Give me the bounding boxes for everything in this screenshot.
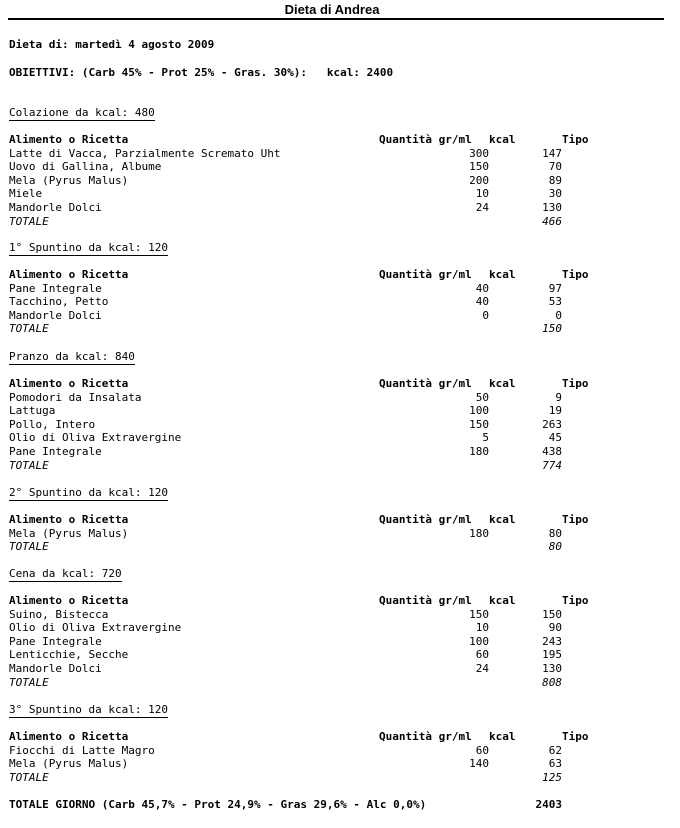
food-qty: 150 — [469, 417, 489, 431]
food-qty: 24 — [475, 200, 489, 214]
document-title: Dieta di Andrea — [284, 2, 380, 17]
meal-title-text: 1° Spuntino da kcal: 120 — [9, 241, 168, 254]
food-qty: 10 — [475, 621, 489, 635]
col-header-tipo: Tipo — [562, 513, 589, 526]
meal-title — [9, 241, 168, 255]
food-name: Pollo, Intero — [9, 417, 96, 431]
col-header-kcal: kcal — [489, 594, 516, 607]
food-qty: 150 — [469, 607, 489, 621]
meal-title — [9, 106, 155, 120]
total-label: TOTALE — [9, 675, 49, 689]
food-kcal: 438 — [542, 444, 562, 458]
col-header-kcal: kcal — [489, 730, 516, 743]
col-header-name: Alimento o Ricetta — [9, 133, 129, 146]
col-header-tipo: Tipo — [562, 377, 589, 390]
total-label: TOTALE — [9, 322, 49, 336]
table-row — [9, 527, 634, 541]
food-kcal: 130 — [542, 200, 562, 214]
food-tipo — [562, 662, 634, 676]
food-name: Pane Integrale — [9, 634, 102, 648]
meal-table — [9, 594, 634, 689]
food-kcal: 263 — [542, 417, 562, 431]
food-tipo — [562, 309, 634, 323]
table-row — [9, 431, 634, 445]
meal-title — [9, 703, 168, 717]
food-kcal: 70 — [548, 160, 562, 174]
table-row — [9, 648, 634, 662]
food-qty: 5 — [482, 431, 489, 445]
food-kcal: 63 — [548, 757, 562, 771]
total-qty — [379, 215, 489, 229]
food-kcal: 45 — [548, 431, 562, 445]
total-tipo — [562, 540, 634, 554]
col-header-name: Alimento o Ricetta — [9, 377, 129, 390]
total-kcal: 80 — [548, 540, 562, 554]
col-header-qty: Quantità gr/ml — [379, 377, 472, 390]
food-qty: 24 — [475, 661, 489, 675]
food-name: Olio di Oliva Extravergine — [9, 621, 182, 635]
food-name: Pane Integrale — [9, 281, 102, 295]
meal-title — [9, 567, 122, 581]
food-name: Tacchino, Petto — [9, 295, 109, 309]
food-kcal: 150 — [542, 607, 562, 621]
food-kcal: 89 — [548, 173, 562, 187]
meal-title-text: 3° Spuntino da kcal: 120 — [9, 703, 168, 716]
table-row — [9, 309, 634, 323]
food-qty: 150 — [469, 160, 489, 174]
table-header-row — [9, 513, 634, 527]
food-name: Mela (Pyrus Malus) — [9, 173, 129, 187]
table-header-row — [9, 268, 634, 282]
food-tipo — [562, 391, 634, 405]
table-row — [9, 621, 634, 635]
total-row — [9, 215, 634, 229]
total-tipo — [562, 459, 634, 473]
food-name: Mandorle Dolci — [9, 661, 102, 675]
food-tipo — [562, 648, 634, 662]
food-qty: 300 — [469, 146, 489, 160]
food-kcal: 90 — [548, 621, 562, 635]
table-header-row — [9, 133, 634, 147]
food-kcal: 53 — [548, 295, 562, 309]
total-kcal: 808 — [542, 675, 562, 689]
total-label: TOTALE — [9, 458, 49, 472]
food-kcal: 80 — [548, 526, 562, 540]
food-tipo — [562, 282, 634, 296]
food-name: Mandorle Dolci — [9, 200, 102, 214]
col-header-kcal: kcal — [489, 377, 516, 390]
total-qty — [379, 322, 489, 336]
food-kcal: 97 — [548, 281, 562, 295]
food-name: Mela (Pyrus Malus) — [9, 526, 129, 540]
total-row — [9, 322, 634, 336]
food-tipo — [562, 160, 634, 174]
total-qty — [379, 676, 489, 690]
total-kcal: 774 — [542, 458, 562, 472]
total-row — [9, 771, 634, 785]
food-qty: 0 — [482, 308, 489, 322]
table-row — [9, 608, 634, 622]
meal-table — [9, 513, 634, 554]
total-tipo — [562, 215, 634, 229]
food-kcal: 195 — [542, 648, 562, 662]
col-header-tipo: Tipo — [562, 268, 589, 281]
col-header-tipo: Tipo — [562, 730, 589, 743]
table-row — [9, 174, 634, 188]
food-tipo — [562, 445, 634, 459]
food-kcal: 62 — [548, 743, 562, 757]
food-name: Lenticchie, Secche — [9, 648, 129, 662]
table-header-row — [9, 730, 634, 744]
col-header-kcal: kcal — [489, 133, 516, 146]
table-row — [9, 404, 634, 418]
col-header-tipo: Tipo — [562, 133, 589, 146]
meal-table — [9, 133, 634, 228]
total-label: TOTALE — [9, 770, 49, 784]
table-row — [9, 282, 634, 296]
table-row — [9, 160, 634, 174]
total-row — [9, 540, 634, 554]
food-tipo — [562, 757, 634, 771]
food-qty: 100 — [469, 634, 489, 648]
food-tipo — [562, 527, 634, 541]
table-row — [9, 147, 634, 161]
table-row — [9, 744, 634, 758]
food-name: Olio di Oliva Extravergine — [9, 431, 182, 445]
food-name: Miele — [9, 187, 43, 201]
food-qty: 40 — [475, 295, 489, 309]
food-name: Suino, Bistecca — [9, 607, 109, 621]
food-qty: 60 — [475, 743, 489, 757]
total-tipo — [562, 771, 634, 785]
food-kcal: 19 — [548, 404, 562, 418]
table-header-row — [9, 594, 634, 608]
col-header-qty: Quantità gr/ml — [379, 513, 472, 526]
food-tipo — [562, 201, 634, 215]
table-row — [9, 418, 634, 432]
total-kcal: 466 — [542, 214, 562, 228]
meal-title-text: Colazione da kcal: 480 — [9, 106, 155, 119]
col-header-qty: Quantità gr/ml — [379, 594, 472, 607]
table-row — [9, 201, 634, 215]
col-header-tipo: Tipo — [562, 594, 589, 607]
food-tipo — [562, 147, 634, 161]
col-header-qty: Quantità gr/ml — [379, 730, 472, 743]
food-name: Uovo di Gallina, Albume — [9, 160, 162, 174]
food-qty: 200 — [469, 173, 489, 187]
objectives: OBIETTIVI: (Carb 45% - Prot 25% - Gras. 30%): kcal: 2400 — [9, 66, 394, 79]
food-name: Fiocchi di Latte Magro — [9, 743, 155, 757]
total-qty — [379, 540, 489, 554]
food-qty: 180 — [469, 444, 489, 458]
food-tipo — [562, 404, 634, 418]
food-tipo — [562, 431, 634, 445]
table-row — [9, 187, 634, 201]
meal-table — [9, 268, 634, 336]
table-row — [9, 391, 634, 405]
food-tipo — [562, 187, 634, 201]
col-header-kcal: kcal — [489, 268, 516, 281]
table-header-row — [9, 377, 634, 391]
food-kcal: 9 — [555, 390, 562, 404]
total-kcal: 150 — [542, 322, 562, 336]
col-header-name: Alimento o Ricetta — [9, 513, 129, 526]
total-row — [9, 676, 634, 690]
day-total-kcal: 2403 — [535, 798, 562, 811]
food-qty: 10 — [475, 187, 489, 201]
title-divider — [8, 18, 664, 20]
food-tipo — [562, 621, 634, 635]
food-tipo — [562, 635, 634, 649]
meal-title-text: 2° Spuntino da kcal: 120 — [9, 486, 168, 499]
total-tipo — [562, 676, 634, 690]
food-qty: 40 — [475, 281, 489, 295]
col-header-name: Alimento o Ricetta — [9, 268, 129, 281]
food-tipo — [562, 295, 634, 309]
food-kcal: 0 — [555, 308, 562, 322]
total-label: TOTALE — [9, 214, 49, 228]
food-tipo — [562, 608, 634, 622]
table-row — [9, 662, 634, 676]
food-qty: 100 — [469, 404, 489, 418]
food-name: Pomodori da Insalata — [9, 390, 142, 404]
food-qty: 50 — [475, 390, 489, 404]
food-name: Latte di Vacca, Parzialmente Scremato Uht — [9, 146, 281, 160]
col-header-name: Alimento o Ricetta — [9, 594, 129, 607]
table-row — [9, 635, 634, 649]
diet-date: Dieta di: martedì 4 agosto 2009 — [9, 38, 215, 51]
day-total-label: TOTALE GIORNO (Carb 45,7% - Prot 24,9% - Gras 29,6% - Alc 0,0%) — [9, 798, 427, 811]
food-kcal: 130 — [542, 661, 562, 675]
total-label: TOTALE — [9, 540, 49, 554]
food-tipo — [562, 418, 634, 432]
table-row — [9, 295, 634, 309]
food-tipo — [562, 174, 634, 188]
meal-table — [9, 730, 634, 784]
meal-title-text: Cena da kcal: 720 — [9, 567, 122, 580]
total-tipo — [562, 322, 634, 336]
food-name: Lattuga — [9, 404, 56, 418]
total-qty — [379, 459, 489, 473]
food-tipo — [562, 744, 634, 758]
food-kcal: 30 — [548, 187, 562, 201]
food-name: Mela (Pyrus Malus) — [9, 757, 129, 771]
col-header-name: Alimento o Ricetta — [9, 730, 129, 743]
col-header-kcal: kcal — [489, 513, 516, 526]
meal-title — [9, 350, 135, 364]
food-kcal: 243 — [542, 634, 562, 648]
meal-title-text: Pranzo da kcal: 840 — [9, 350, 135, 363]
food-kcal: 147 — [542, 146, 562, 160]
total-qty — [379, 771, 489, 785]
total-kcal: 125 — [542, 770, 562, 784]
col-header-qty: Quantità gr/ml — [379, 268, 472, 281]
meal-title — [9, 486, 168, 500]
food-name: Pane Integrale — [9, 444, 102, 458]
col-header-qty: Quantità gr/ml — [379, 133, 472, 146]
total-row — [9, 459, 634, 473]
meal-table — [9, 377, 634, 472]
table-row — [9, 445, 634, 459]
food-qty: 140 — [469, 757, 489, 771]
table-row — [9, 757, 634, 771]
food-qty: 60 — [475, 648, 489, 662]
food-name: Mandorle Dolci — [9, 308, 102, 322]
food-qty: 180 — [469, 526, 489, 540]
